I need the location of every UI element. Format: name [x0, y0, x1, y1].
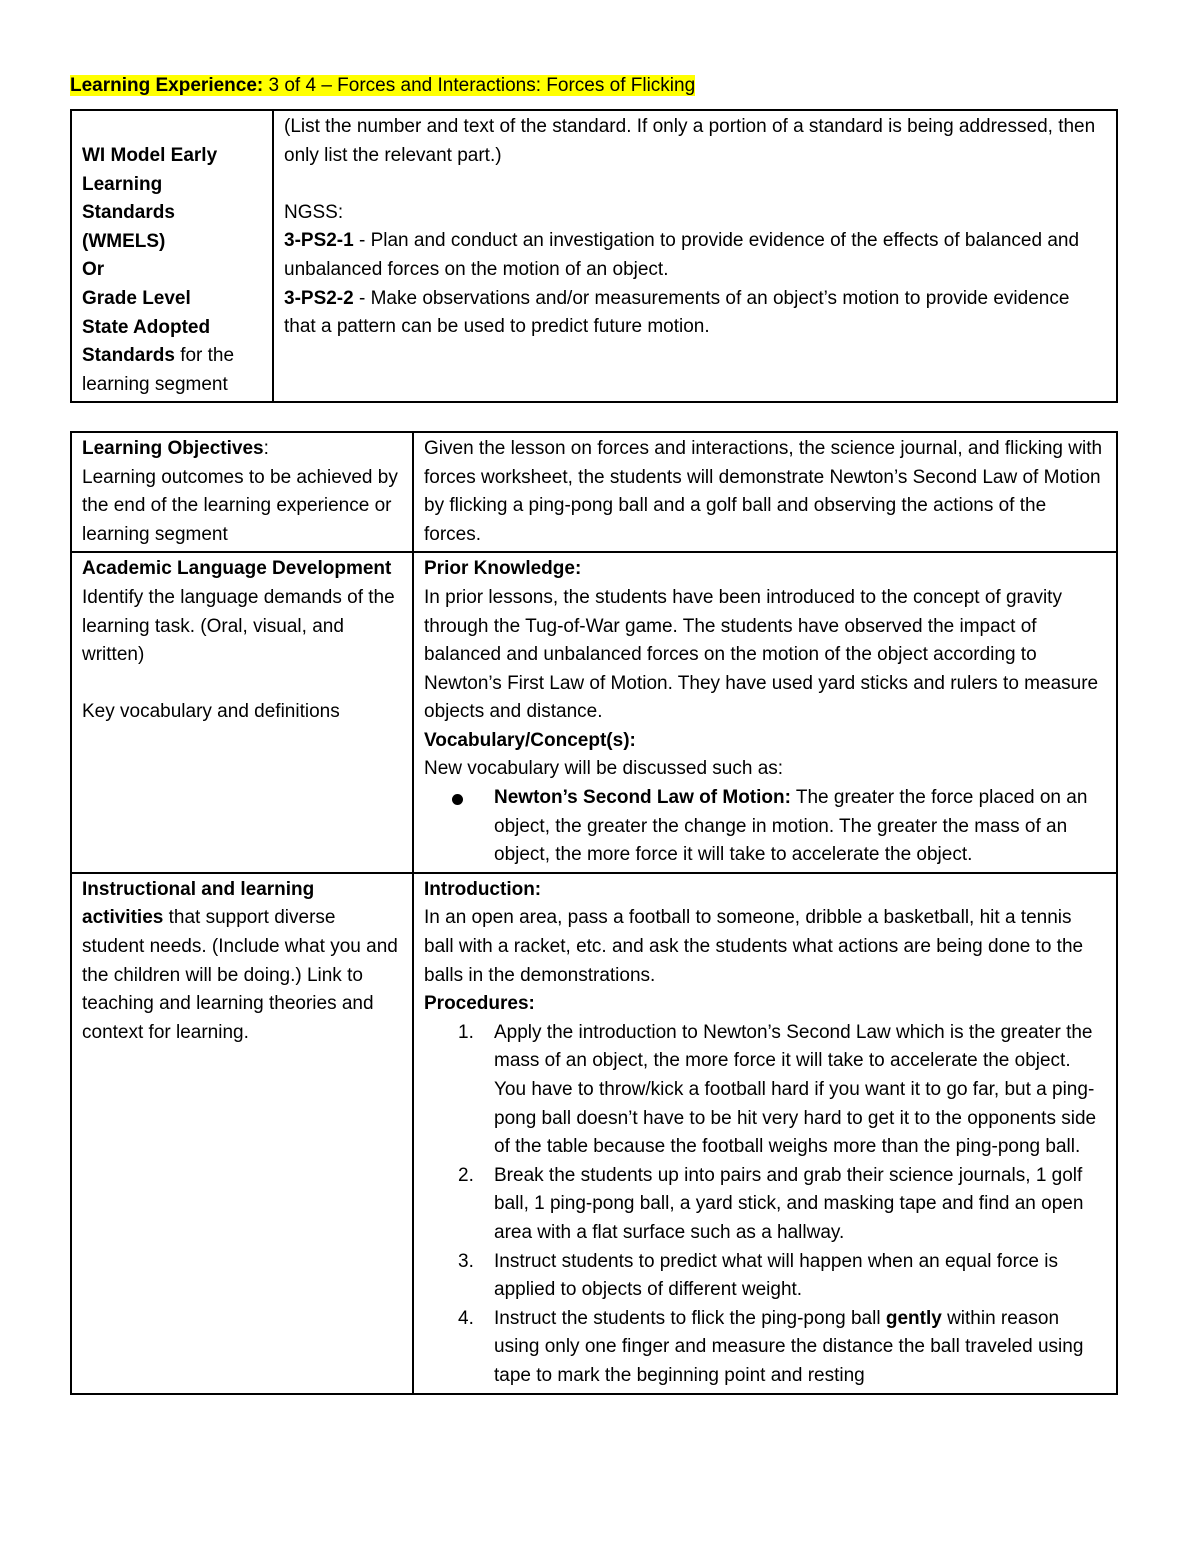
procedure-list	[424, 1019, 1106, 1391]
language-label-text: Identify the language demands of the learning task. (Oral, visual, and written)	[82, 586, 395, 666]
activities-label-bold: Instructional and learning	[82, 878, 315, 900]
objectives-content-cell	[413, 432, 1117, 552]
step-text: Break the students up into pairs and grab their science journals, 1 golf ball, 1 ping-pong ball, a yard stick, and masking tape and find an open area with a flat surface such as a hallway.	[494, 1164, 1084, 1243]
standard-code: 3-PS2-2	[284, 287, 354, 309]
standards-label-cell	[71, 110, 273, 402]
bullet-icon	[452, 794, 463, 805]
standards-label-line: Or	[82, 259, 105, 281]
objectives-label-cell	[71, 432, 413, 552]
procedures-heading: Procedures:	[424, 993, 535, 1015]
standards-label-line: State Adopted	[82, 316, 211, 338]
activities-label-rest: that support diverse student needs. (Include what you and the children will be doing.) Link to teaching and learning theories and context for learning.	[82, 907, 398, 1043]
objectives-label: Learning Objectives	[82, 437, 264, 459]
list-item	[424, 1019, 1106, 1162]
standards-instruction: (List the number and text of the standard. If only a portion of a standard is being addressed, then only list the relevant part.)	[284, 116, 1096, 166]
standards-label-bold: Standards	[82, 345, 175, 367]
step-number: 2.	[458, 1164, 474, 1186]
vocabulary-heading: Vocabulary/Concept(s):	[424, 729, 636, 751]
activities-label-bold2: activities	[82, 907, 164, 929]
language-label-cell	[71, 552, 413, 873]
lesson-table	[70, 431, 1118, 1395]
language-label: Academic Language Development	[82, 558, 392, 580]
document-title	[70, 74, 1118, 98]
step-text: Instruct students to predict what will happen when an equal force is applied to objects of different weight.	[494, 1250, 1058, 1301]
introduction-heading: Introduction:	[424, 878, 542, 900]
list-item	[424, 1305, 1106, 1391]
standards-label-line: Grade Level	[82, 287, 191, 309]
objectives-row	[71, 432, 1117, 552]
step-number: 1.	[458, 1021, 474, 1043]
activities-row	[71, 873, 1117, 1394]
title-label: Learning Experience:	[70, 75, 264, 96]
standards-label-line: WI Model Early	[82, 145, 218, 166]
language-content-cell	[413, 552, 1117, 873]
lesson-plan-page	[70, 74, 1118, 1395]
standard-item	[284, 285, 1106, 342]
vocab-term: Newton’s Second Law of Motion:	[494, 787, 791, 809]
objectives-label-text: Learning outcomes to be achieved by the end of the learning experience or learning segment	[82, 466, 398, 545]
standards-label-rest: for the	[174, 345, 235, 367]
language-row	[71, 552, 1117, 873]
list-item	[424, 1162, 1106, 1248]
vocabulary-intro: New vocabulary will be discussed such as:	[424, 758, 784, 780]
list-item	[424, 1248, 1106, 1305]
list-item	[424, 784, 1106, 870]
objectives-text: Given the lesson on forces and interactions, the science journal, and flicking with forces worksheet, the students will demonstrate Newton’s Second Law of Motion by flicking a ping-pong ball and a golf ball and observing the actions of the forces.	[424, 437, 1103, 545]
standards-label-line: Standards	[82, 202, 175, 224]
step-emphasis: gently	[885, 1307, 942, 1329]
introduction-text: In an open area, pass a football to someone, dribble a basketball, hit a tennis ball with a racket, etc. and ask the students what actions are being done to the balls in the demonstrations.	[424, 907, 1084, 986]
standard-item	[284, 227, 1106, 284]
standards-label-end: learning segment	[82, 373, 228, 395]
activities-content-cell	[413, 873, 1117, 1394]
standards-label-line: Learning	[82, 173, 163, 195]
standard-code: 3-PS2-1	[284, 230, 354, 252]
prior-knowledge-text: In prior lessons, the students have been introduced to the concept of gravity through the Tug-of-War game. The students have observed the impact of balanced and unbalanced forces on the motion of the object according to Newton’s First Law of Motion. They have used yard sticks and rulers to measure objects and distance.	[424, 586, 1099, 723]
step-text: Instruct the students to flick the ping-pong ball	[494, 1307, 886, 1329]
step-text: Apply the introduction to Newton’s Second Law which is the greater the mass of an object, the more force it will take to accelerate the object. You have to throw/kick a football hard if you want it to go far, but a ping-pong ball doesn’t have to be hit very hard to get it to the opponents side of the table because the football weighs more than the ping-pong ball.	[494, 1021, 1097, 1158]
step-text: within reason using only one finger and measure the distance the ball traveled using tape to mark the beginning point and resting	[494, 1307, 1084, 1386]
standard-text: - Plan and conduct an investigation to provide evidence of the effects of balanced and unbalanced forces on the motion of an object.	[284, 230, 1080, 280]
step-number: 3.	[458, 1250, 474, 1272]
activities-label-cell	[71, 873, 413, 1394]
standards-content-cell	[273, 110, 1117, 402]
title-text: 3 of 4 – Forces and Interactions: Forces of Flicking	[263, 75, 696, 96]
prior-knowledge-heading: Prior Knowledge:	[424, 558, 582, 580]
standards-table	[70, 109, 1118, 403]
ngss-label: NGSS:	[284, 201, 344, 223]
step-number: 4.	[458, 1307, 474, 1329]
vocab-definition: The greater the force placed on an object, the greater the change in motion. The greater the mass of an object, the more force it will take to accelerate the object.	[494, 787, 1088, 866]
language-label-text2: Key vocabulary and definitions	[82, 701, 340, 723]
objectives-colon: :	[263, 437, 269, 459]
standards-label-line: (WMELS)	[82, 230, 166, 252]
standard-text: - Make observations and/or measurements of an object’s motion to provide evidence that a pattern can be used to predict future motion.	[284, 287, 1070, 338]
vocabulary-list	[424, 784, 1106, 870]
